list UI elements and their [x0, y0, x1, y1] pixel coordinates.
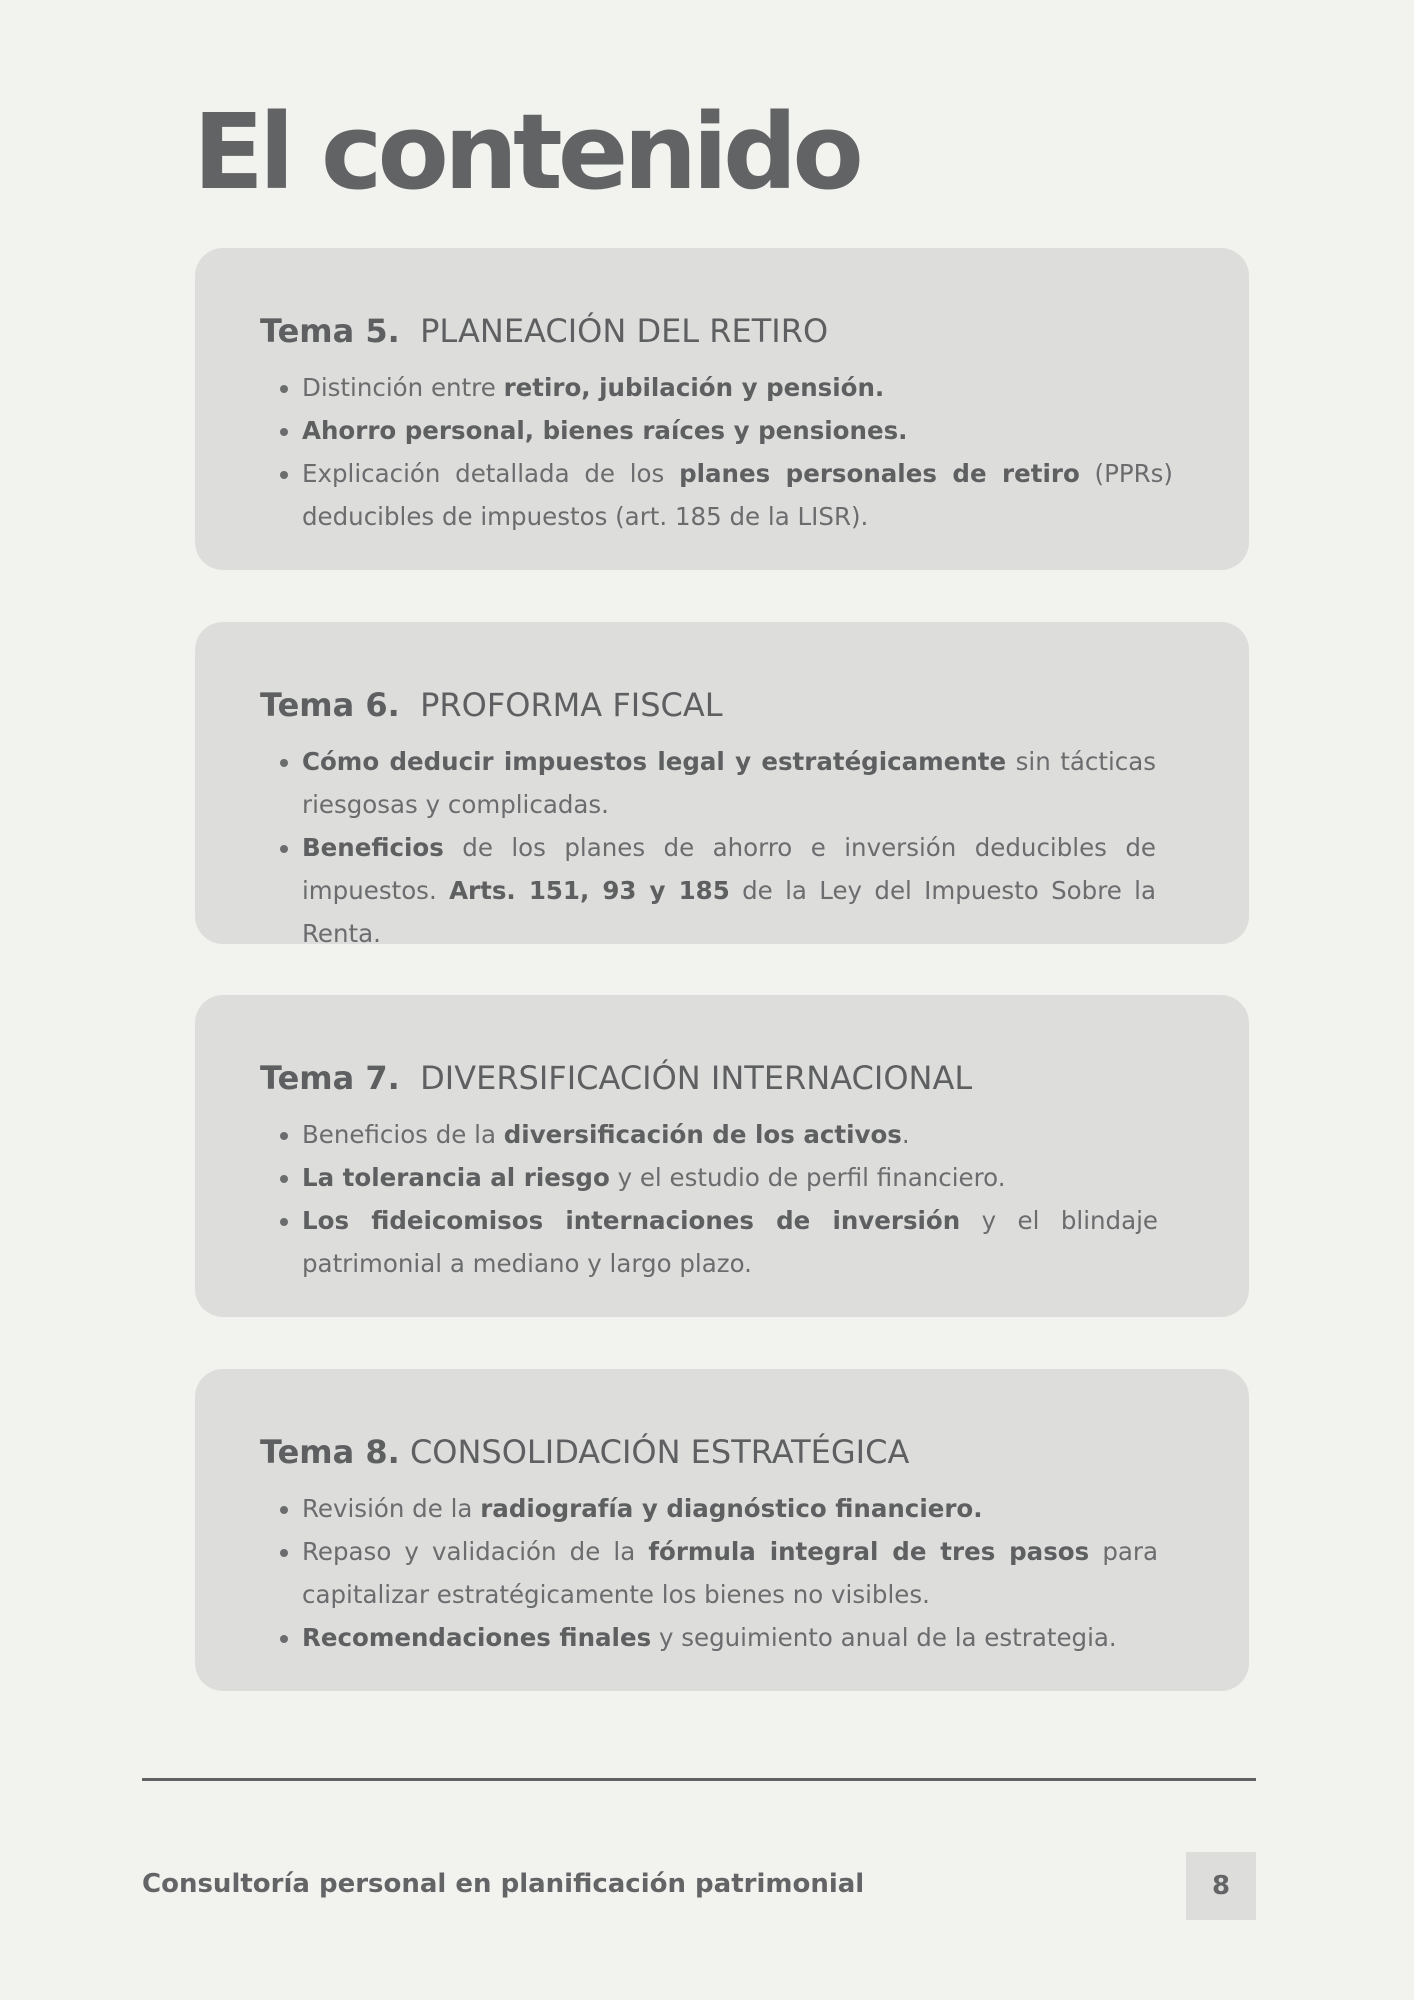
bullet-text: Distinción entre: [302, 373, 504, 403]
bold-text: Recomendaciones finales: [302, 1623, 652, 1653]
bullet-text: para capitalizar estratégicamente los bienes no visibles.: [302, 1537, 1158, 1610]
bullet-item: [302, 452, 1173, 538]
footer-text: Consultoría personal en planificación patrimonial: [142, 1869, 865, 1899]
bullet-text: .: [901, 1120, 910, 1150]
bullet-item: [302, 366, 1173, 409]
footer-divider: [142, 1778, 1256, 1781]
bullet-item: [302, 740, 1156, 826]
bullet-text: y el blindaje patrimonial a mediano y largo plazo.: [302, 1206, 1159, 1279]
bullet-item: [302, 1487, 1158, 1530]
bullet-text: Revisión de la: [302, 1494, 481, 1524]
bold-text: Beneficios: [302, 833, 444, 863]
topic-name: PLANEACIÓN DEL RETIRO: [420, 312, 829, 350]
bold-text: La tolerancia al riesgo: [302, 1163, 610, 1193]
bullet-text: y seguimiento anual de la estrategia.: [651, 1623, 1117, 1653]
bullet-text: Repaso y validación de la: [302, 1537, 649, 1567]
topic-heading: [260, 1059, 1173, 1097]
page-title: El contenido: [193, 91, 859, 213]
topic-number: Tema 8.: [260, 1433, 400, 1471]
bullet-text: y el estudio de perfil financiero.: [609, 1163, 1006, 1193]
topic-card-6: [195, 622, 1249, 949]
topic-name: DIVERSIFICACIÓN INTERNACIONAL: [420, 1059, 973, 1097]
bold-text: fórmula integral de tres pasos: [648, 1537, 1090, 1567]
bullet-text: sin tácticas riesgosas y complicadas.: [302, 747, 1156, 820]
page-number: 8: [1186, 1852, 1256, 1920]
topic-bullets: [260, 1113, 1173, 1285]
bold-text: planes personales de retiro: [679, 459, 1080, 489]
bullet-item: [302, 1530, 1158, 1616]
topic-number: Tema 6.: [260, 686, 400, 724]
bullet-item: [302, 1616, 1158, 1659]
topic-heading: [260, 1433, 1173, 1471]
bold-text: Arts. 151, 93 y 185: [449, 876, 730, 906]
topic-bullets: [260, 1487, 1173, 1659]
bullet-text: de la Ley del Impuesto Sobre la Renta.: [302, 876, 1157, 949]
topic-card-8: [195, 1369, 1249, 1691]
topic-bullets: [260, 366, 1173, 538]
bullet-item: [302, 1199, 1158, 1285]
bullet-item: [302, 826, 1156, 955]
topic-card-7: [195, 995, 1249, 1317]
bold-text: Los fideicomisos internaciones de inversión: [302, 1206, 961, 1236]
topic-heading: [260, 686, 1173, 724]
bullet-text: Explicación detallada de los: [302, 459, 680, 489]
topic-bullets: [260, 740, 1173, 955]
bullet-item: [302, 1156, 1158, 1199]
bullet-item: [302, 409, 1173, 452]
bullet-text: (PPRs) deducibles de impuestos (art. 185 de la LISR).: [302, 459, 1173, 532]
bold-text: radiografía y diagnóstico financiero.: [480, 1494, 983, 1524]
topic-heading: [260, 312, 1173, 350]
topic-card-5: [195, 248, 1249, 570]
bullet-text: de los planes de ahorro e inversión deducibles de impuestos.: [302, 833, 1156, 906]
topic-number: Tema 5.: [260, 312, 400, 350]
bold-text: Ahorro personal, bienes raíces y pensiones.: [302, 416, 908, 446]
topic-name: PROFORMA FISCAL: [420, 686, 723, 724]
bold-text: Cómo deducir impuestos legal y estratégicamente: [302, 747, 1007, 777]
bold-text: diversificación de los activos: [503, 1120, 902, 1150]
bullet-item: [302, 1113, 1158, 1156]
bold-text: retiro, jubilación y pensión.: [503, 373, 885, 403]
topic-number: Tema 7.: [260, 1059, 400, 1097]
bullet-text: Beneficios de la: [302, 1120, 504, 1150]
topic-name: CONSOLIDACIÓN ESTRATÉGICA: [409, 1433, 910, 1471]
